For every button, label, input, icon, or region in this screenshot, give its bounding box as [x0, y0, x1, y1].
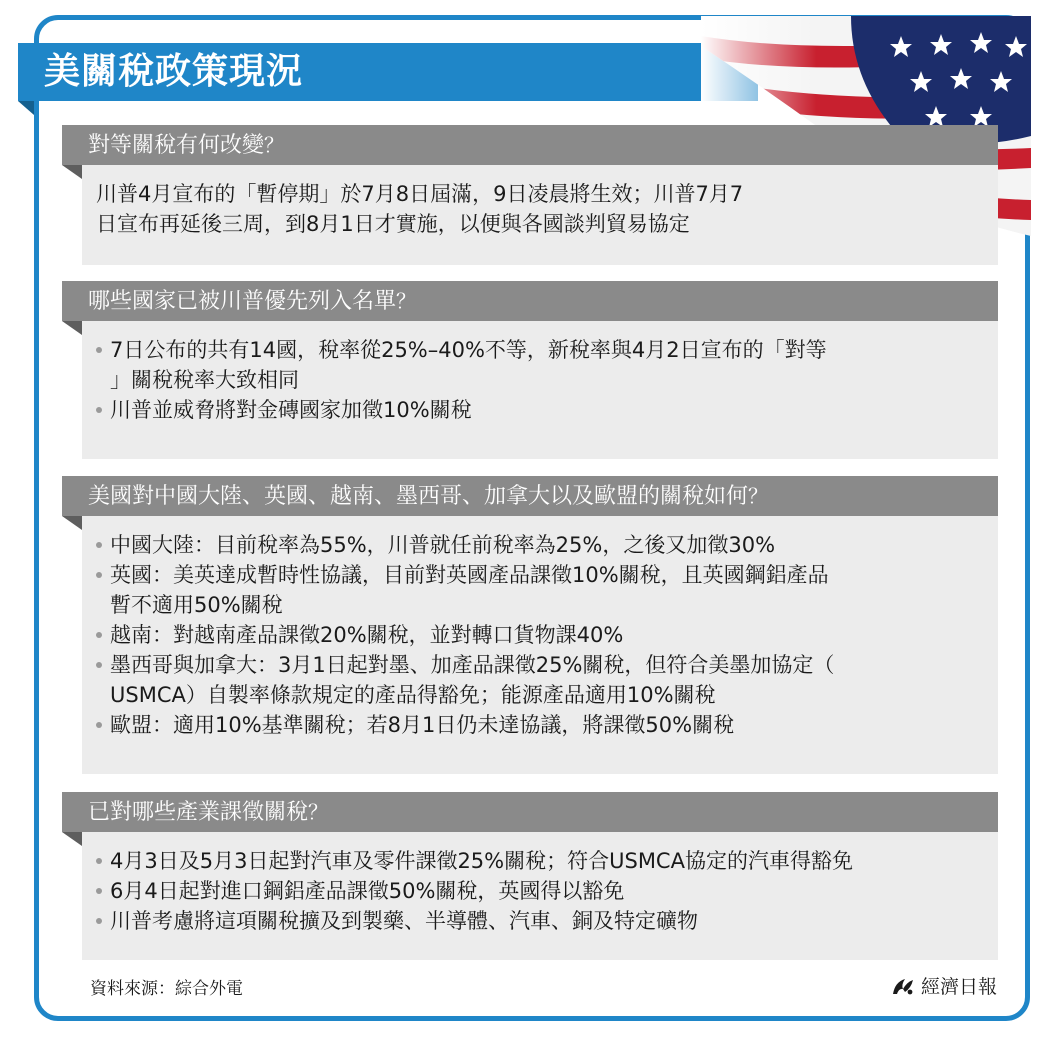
list-item: 中國大陸：目前稅率為55%，川普就任前稅率為25%，之後又加徵30% — [96, 530, 982, 560]
list-item: 歐盟：適用10%基準關稅；若8月1日仍未達協議，將課徵50%關稅 — [96, 710, 982, 740]
section-tariff-change — [62, 125, 998, 265]
section-industry-tariffs — [62, 792, 998, 960]
list-item: 6月4日起對進口鋼鋁產品課徵50%關稅，英國得以豁免 — [96, 876, 982, 906]
section-body — [82, 165, 998, 265]
publisher-name: 經濟日報 — [920, 976, 997, 998]
title-banner-fold — [18, 101, 34, 115]
list-item: 越南：對越南產品課徵20%關稅，並對轉口貨物課40% — [96, 620, 982, 650]
text-line: 日宣布再延後三周，到8月1日才實施，以便與各國談判貿易協定 — [96, 212, 690, 236]
publisher-logo-icon — [891, 976, 915, 996]
list-item: 川普並威脅將對金磚國家加徵10%關稅 — [96, 395, 982, 425]
section-body — [82, 321, 998, 459]
section-heading: 美國對中國大陸、英國、越南、墨西哥、加拿大以及歐盟的關稅如何？ — [62, 476, 998, 516]
section-heading-fold — [62, 832, 82, 846]
section-heading-fold — [62, 165, 82, 179]
section-heading: 已對哪些產業課徵關稅？ — [62, 792, 998, 832]
section-priority-list — [62, 281, 998, 459]
page-title: 美關稅政策現況 — [44, 51, 304, 92]
list-item: 英國：美英達成暫時性協議，目前對英國產品課徵10%關稅，且英國鋼鋁產品 暫不適用50%關稅 — [96, 560, 982, 620]
source-note: 資料來源：綜合外電 — [90, 979, 243, 999]
list-item: 7日公布的共有14國，稅率從25%–40%不等，新稅率與4月2日宣布的「對等 」關稅稅率大致相同 — [96, 335, 982, 395]
publisher-credit — [891, 972, 997, 999]
list-item: 4月3日及5月3日起對汽車及零件課徵25%關稅；符合USMCA協定的汽車得豁免 — [96, 846, 982, 876]
section-heading: 對等關稅有何改變？ — [62, 125, 998, 165]
list-item: 墨西哥與加拿大：3月1日起對墨、加產品課徵25%關稅，但符合美墨加協定（ USMCA）自製率條款規定的產品得豁免；能源產品適用10%關稅 — [96, 650, 982, 710]
list-item: 川普考慮將這項關稅擴及到製藥、半導體、汽車、銅及特定礦物 — [96, 906, 982, 936]
section-heading-fold — [62, 516, 82, 530]
section-country-tariffs — [62, 476, 998, 774]
section-body — [82, 832, 998, 960]
section-heading: 哪些國家已被川普優先列入名單？ — [62, 281, 998, 321]
text-line: 川普4月宣布的「暫停期」於7月8日屆滿，9日凌晨將生效；川普7月7 — [96, 182, 744, 206]
section-body — [82, 516, 998, 774]
section-heading-fold — [62, 321, 82, 335]
